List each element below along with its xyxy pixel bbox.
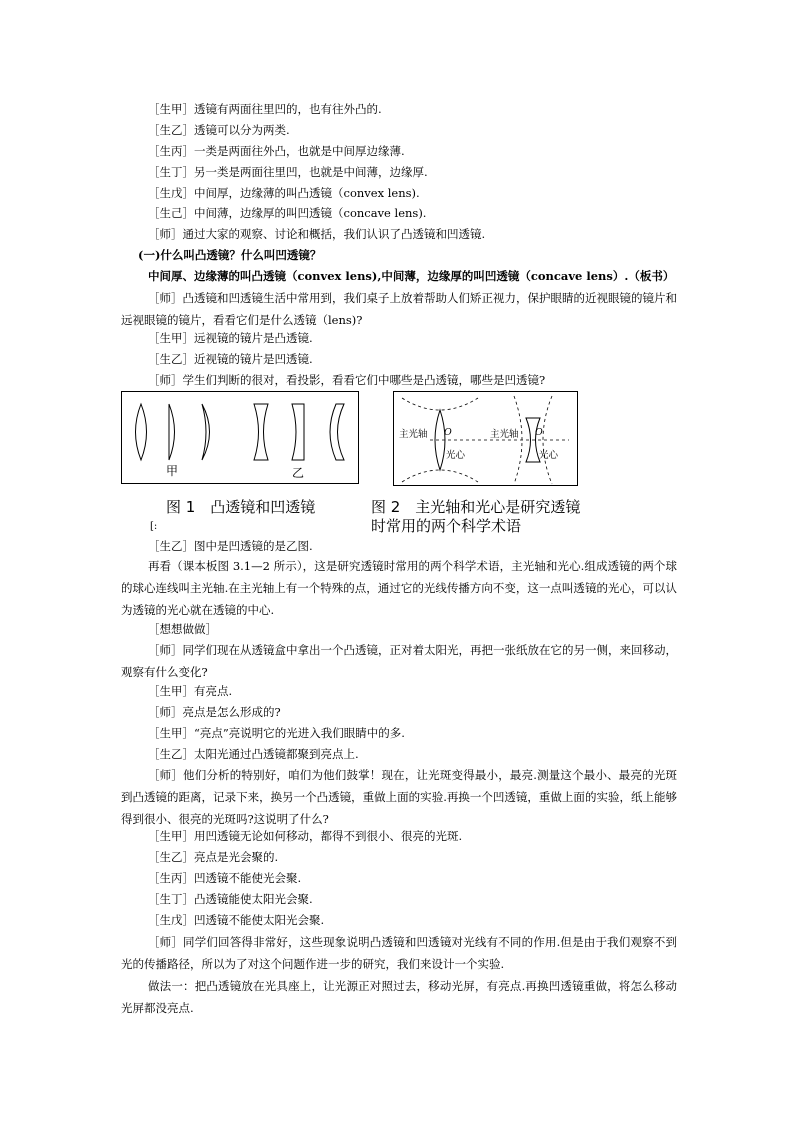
stray-mark: [: <box>150 521 158 532</box>
section-heading: (一)什么叫凸透镜？什么叫凹透镜？ <box>138 248 322 262</box>
axis-label-right: 主光轴 <box>490 429 519 440</box>
figure2-caption-line2: 时常用的两个科学术语 <box>371 517 522 535</box>
dialogue-line: ［生戊］中间厚，边缘薄的叫凸透镜（convex lens). <box>148 186 420 200</box>
plano-convex-lens-shape <box>169 404 175 460</box>
dialogue-line: ［生乙］图中是凹透镜的是乙图. <box>148 539 313 553</box>
sphere-arc-left-top <box>402 398 478 410</box>
dialogue-line: ［师］亮点是怎么形成的? <box>148 705 281 719</box>
figure-principal-axis-optical-center <box>393 391 578 486</box>
dialogue-line: ［生甲］有亮点. <box>148 684 233 698</box>
center-label-right: 光心 <box>539 450 559 461</box>
teacher-paragraph: 再看（课本板图 3.1—2 所示），这是研究透镜时常用的两个科学术语，主光轴和光心.组成透镜的两个球的球心连线叫主光轴.在主光轴上有一个特殊的点，通过它的光线传播方向不变，这一点叫透镜的光心，可以认为透镜的光心就在透镜的中心. <box>121 559 677 617</box>
dialogue-line: ［师］学生们判断的很对，看投影，看看它们中哪些是凸透镜，哪些是凹透镜? <box>148 373 546 387</box>
definition-line: 中间厚、边缘薄的叫凸透镜（convex lens),中间薄，边缘厚的叫凹透镜（concave lens）.（板书） <box>148 269 675 283</box>
dialogue-line: ［师］通过大家的观察、讨论和概括，我们认识了凸透镜和凹透镜. <box>148 227 486 241</box>
figure1-label-b: 乙 <box>292 466 305 480</box>
dialogue-line: ［生甲］“亮点”亮说明它的光进入我们眼睛中的多. <box>148 726 405 740</box>
method-paragraph: 做法一：把凸透镜放在光具座上，让光源正对照过去，移动光屏，有亮点.再换凹透镜重做，将怎么移动光屏都没亮点. <box>121 979 677 1015</box>
dialogue-line: ［生乙］亮点是光会聚的. <box>148 850 279 864</box>
teacher-paragraph: ［师］同学们现在从透镜盒中拿出一个凸透镜，正对着太阳光，再把一张纸放在它的另一侧，来回移动，观察有什么变化? <box>121 643 677 679</box>
center-label-left: 光心 <box>446 450 466 461</box>
figure2-caption-line1: 图 2 主光轴和光心是研究透镜 <box>371 498 581 516</box>
teacher-paragraph: ［师］同学们回答得非常好，这些现象说明凸透镜和凹透镜对光线有不同的作用.但是由于我们观察不到光的传播路径，所以为了对这个问题作进一步的研究，我们来设计一个实验. <box>121 935 677 971</box>
dialogue-line: ［生甲］用凹透镜无论如何移动，都得不到很小、很亮的光斑. <box>148 829 463 843</box>
dialogue-line: ［生乙］太阳光通过凸透镜都聚到亮点上. <box>148 747 359 761</box>
dialogue-line: ［生丁］另一类是两面往里凹，也就是中间薄，边缘厚. <box>148 165 428 179</box>
biconvex-lens-shape <box>136 404 147 460</box>
optical-center-o-right: O <box>535 427 543 438</box>
teacher-paragraph: ［师］他们分析的特别好，咱们为他们鼓掌！现在，让光斑变得最小，最亮.测量这个最小、最亮的光斑到凸透镜的距离，记录下来，换另一个凸透镜，重做上面的实验.再换一个凹透镜，重做上面的实验，纸上能够得到很小、很亮的光斑吗?这说明了什么? <box>121 768 677 826</box>
meniscus-convex-lens-shape <box>202 404 210 460</box>
teacher-paragraph: ［师］凸透镜和凹透镜生活中常用到，我们桌子上放着帮助人们矫正视力，保护眼睛的近视眼镜的镜片和远视眼镜的镜片，看看它们是什么透镜（lens)? <box>121 291 677 327</box>
dialogue-line: ［生甲］远视镜的镜片是凸透镜. <box>148 331 313 345</box>
figure-convex-concave-lenses <box>121 391 359 484</box>
figure1-label-a: 甲 <box>166 464 179 478</box>
dialogue-line: ［生乙］透镜可以分为两类. <box>148 123 290 137</box>
biconcave-lens-shape <box>254 404 268 460</box>
axis-label-left: 主光轴 <box>399 429 428 440</box>
dialogue-line: ［生甲］透镜有两面往里凹的，也有往外凸的. <box>148 102 382 116</box>
think-heading: ［想想做做］ <box>148 622 217 636</box>
lens-shapes-drawing <box>122 392 358 483</box>
dialogue-line: ［生丙］凹透镜不能使光会聚. <box>148 871 302 885</box>
figure1-caption: 图 1 凸透镜和凹透镜 <box>166 498 316 516</box>
plano-concave-lens-shape <box>292 404 304 460</box>
sphere-arc-left-bottom <box>402 470 478 482</box>
meniscus-concave-lens-shape <box>330 404 344 460</box>
dialogue-line: ［生丁］凸透镜能使太阳光会聚. <box>148 892 313 906</box>
optical-center-o-left: O <box>444 427 452 438</box>
dialogue-line: ［生己］中间薄，边缘厚的叫凹透镜（concave lens). <box>148 206 427 220</box>
dialogue-line: ［生丙］一类是两面往外凸，也就是中间厚边缘薄. <box>148 144 405 158</box>
dialogue-line: ［生戊］凹透镜不能使太阳光会聚. <box>148 913 325 927</box>
dialogue-line: ［生乙］近视镜的镜片是凹透镜. <box>148 352 313 366</box>
